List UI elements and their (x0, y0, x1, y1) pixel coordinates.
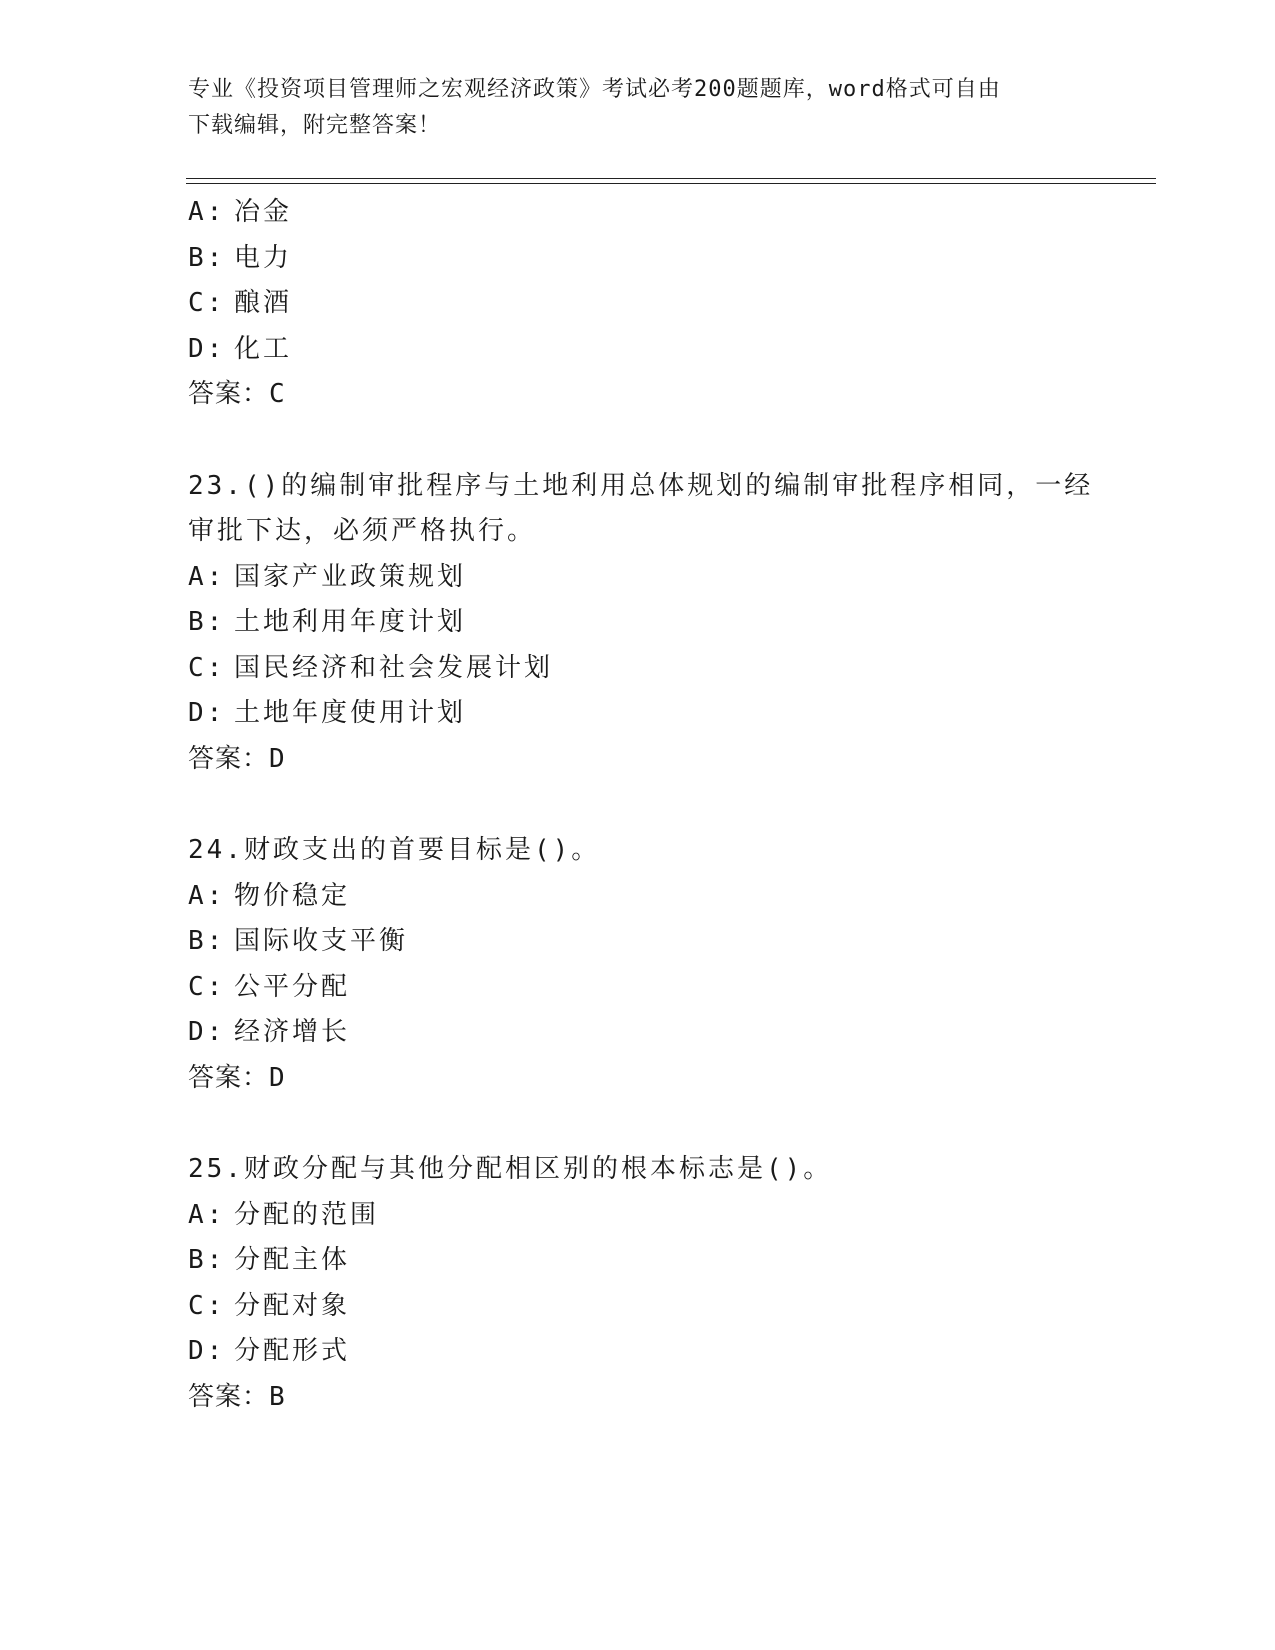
header-line-2: 下载编辑，附完整答案！ (188, 113, 442, 138)
question-25 (188, 1147, 1088, 1420)
option-c: C: 国民经济和社会发展计划 (188, 652, 554, 683)
option-b: B: 土地利用年度计划 (188, 607, 467, 637)
option-a: A: 国家产业政策规划 (188, 561, 467, 592)
question-stem: 23.()的编制审批程序与土地利用总体规划的编制审批程序相同，一经 (188, 470, 1094, 501)
option-a: A: 冶金 (188, 197, 293, 227)
header-divider-bottom (186, 183, 1156, 184)
question-stem: 25.财政分配与其他分配相区别的根本标志是()。 (188, 1154, 833, 1184)
question-22-continued (188, 190, 1088, 418)
answer-line: 答案：D (188, 1062, 286, 1093)
option-d: D: 化工 (188, 333, 293, 364)
option-d: D: 分配形式 (188, 1336, 351, 1366)
option-c: C: 酿酒 (188, 288, 293, 318)
option-b: B: 电力 (188, 242, 293, 273)
option-c: C: 公平分配 (188, 971, 351, 1002)
option-a: A: 分配的范围 (188, 1199, 380, 1230)
question-stem: 审批下达，必须严格执行。 (188, 516, 537, 546)
answer-line: 答案：C (188, 379, 286, 409)
document-header (188, 72, 1068, 144)
question-list (188, 190, 1094, 1420)
answer-line: 答案：B (188, 1381, 286, 1412)
option-d: D: 土地年度使用计划 (188, 698, 467, 728)
option-d: D: 经济增长 (188, 1017, 351, 1047)
question-23 (188, 464, 1094, 783)
option-b: B: 分配主体 (188, 1245, 351, 1275)
option-b: B: 国际收支平衡 (188, 926, 409, 956)
question-stem: 24.财政支出的首要目标是()。 (188, 835, 601, 865)
option-a: A: 物价稳定 (188, 880, 351, 911)
answer-line: 答案：D (188, 743, 286, 774)
question-24 (188, 828, 1088, 1101)
option-c: C: 分配对象 (188, 1290, 351, 1321)
header-line-1: 专业《投资项目管理师之宏观经济政策》考试必考200题题库，word格式可自由 (188, 77, 1001, 102)
header-divider-top (186, 178, 1156, 179)
